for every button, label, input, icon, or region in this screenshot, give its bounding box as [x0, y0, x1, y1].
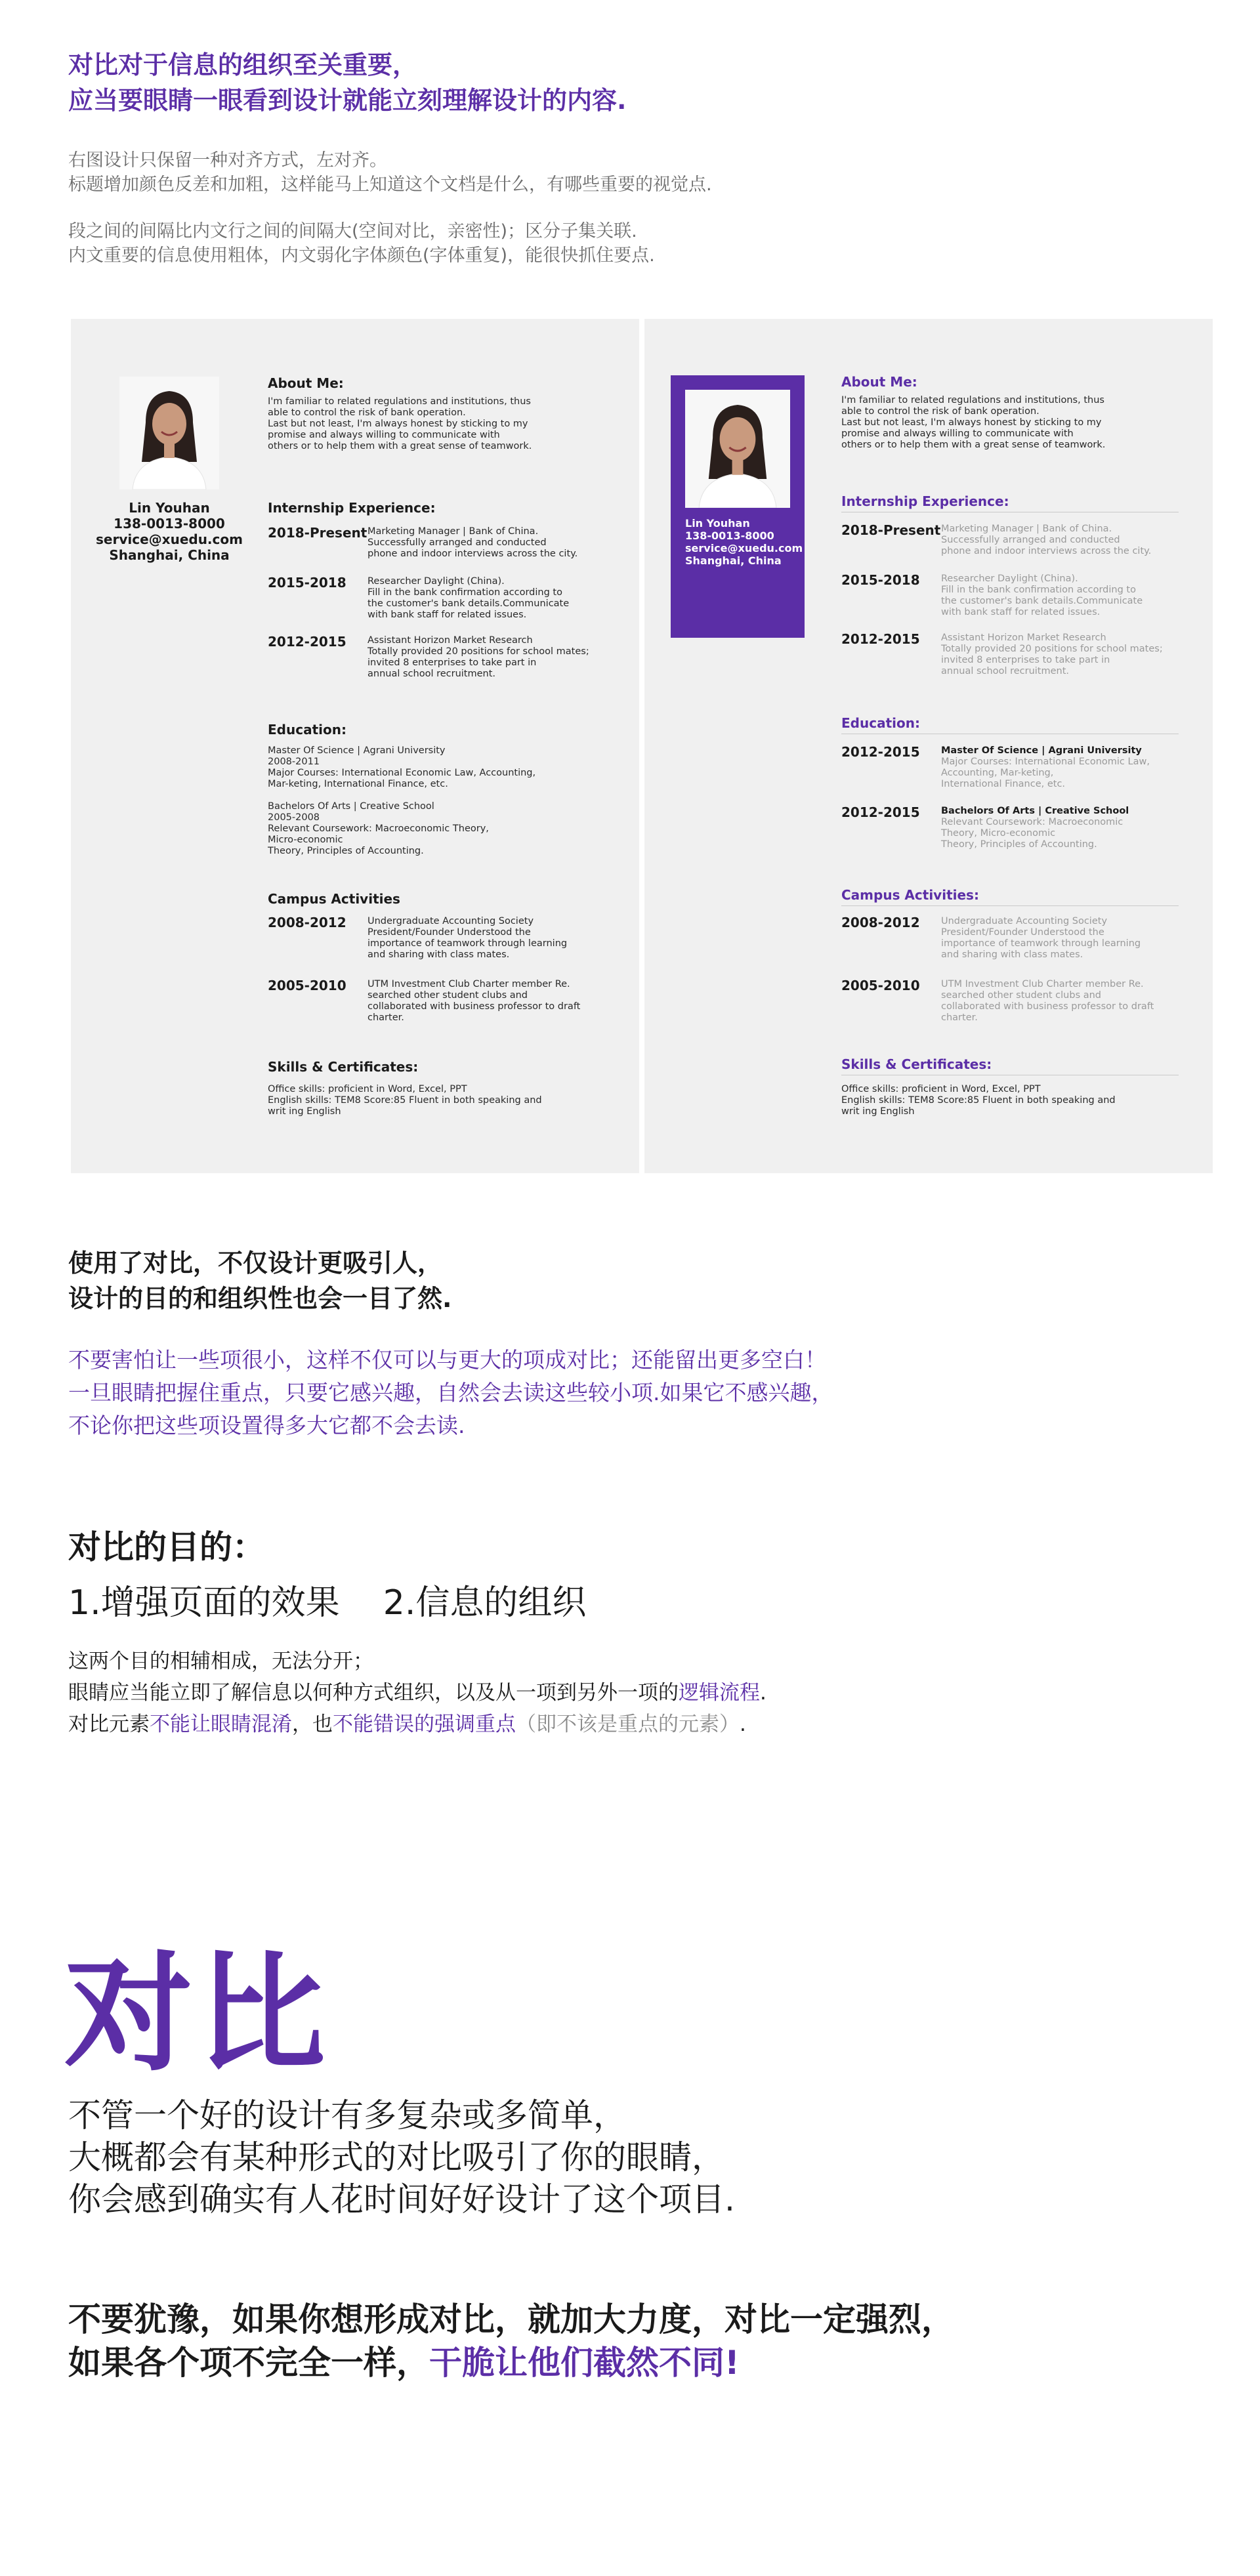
- text-line: promise and always willing to communicate with: [268, 430, 500, 440]
- text-line: 2008-2011: [268, 757, 320, 767]
- text-line: able to control the risk of bank operation.: [841, 406, 1040, 417]
- text-line: [68, 2341, 954, 2384]
- text-span: .: [740, 1713, 746, 1736]
- text-line: Theory, Principles of Accounting.: [268, 846, 424, 856]
- text-span: 对比元素: [68, 1713, 150, 1736]
- portrait-icon: [685, 390, 790, 508]
- entry-text: [368, 576, 569, 621]
- contact-email: service@xuedu.com: [96, 531, 243, 547]
- text-line: Accounting, Mar-keting,: [941, 768, 1054, 778]
- contact-info: [84, 500, 255, 563]
- entry-date: 2012-2015: [841, 631, 920, 647]
- text-line: English skills: TEM8 Score:85 Fluent in both speaking and: [841, 1095, 1116, 1106]
- entry-date: 2008-2012: [841, 915, 920, 930]
- text-line: the customer's bank details.Communicate: [941, 596, 1143, 606]
- purpose-item: 1.增强页面的效果: [68, 1583, 340, 1623]
- text-line: Undergraduate Accounting Society: [368, 916, 534, 926]
- entry-date: 2008-2012: [268, 915, 346, 930]
- text-line: others or to help them with a great sense of teamwork.: [268, 441, 532, 451]
- skills-text: [268, 1084, 542, 1117]
- section-title-internship: Internship Experience:: [268, 500, 436, 516]
- text-line: Office skills: proficient in Word, Excel, PPT: [841, 1084, 1041, 1094]
- entry-text: [941, 573, 1143, 618]
- intro-text: 段之间的间隔比内文行之间的间隔大(空间对比，亲密性)；区分子集关联.: [68, 221, 637, 241]
- profile-photo: [685, 390, 790, 508]
- emphasis-span: 不能错误的强调重点: [333, 1713, 516, 1736]
- text-line: searched other student clubs and: [368, 990, 528, 1001]
- text-line: 不要犹豫，如果你想形成对比，就加大力度，对比一定强烈，: [68, 2300, 954, 2338]
- entry-text: [941, 524, 1151, 557]
- section-title-internship: Internship Experience:: [841, 493, 1009, 509]
- text-line: searched other student clubs and: [941, 990, 1102, 1001]
- text-line: promise and always willing to communicate with: [841, 428, 1074, 439]
- entry-text: [368, 979, 580, 1024]
- text-line: I'm familiar to related regulations and institutions, thus: [841, 395, 1104, 405]
- contact-info: [685, 517, 803, 567]
- text-line: Researcher Daylight (China).: [368, 576, 505, 587]
- text-line: able to control the risk of bank operation.: [268, 407, 466, 418]
- text-line: Successfully arranged and conducted: [941, 535, 1120, 545]
- text-line: UTM Investment Club Charter member Re.: [368, 979, 570, 989]
- about-text: [841, 395, 1105, 451]
- text-line: invited 8 enterprises to take part in: [368, 657, 537, 668]
- contact-location: Shanghai, China: [109, 547, 230, 563]
- text-line: Relevant Coursework: Macroeconomic: [941, 817, 1124, 827]
- entry-date: 2005-2010: [268, 978, 346, 993]
- portrait-icon: [119, 377, 219, 489]
- text-line: Marketing Manager | Bank of China.: [368, 526, 539, 537]
- text-line: charter.: [368, 1012, 404, 1023]
- contact-name: Lin Youhan: [129, 500, 210, 516]
- entry-date: 2015-2018: [268, 575, 346, 591]
- text-line: Relevant Coursework: Macroeconomic Theory,: [268, 823, 489, 834]
- entry-date: 2018-Present: [268, 525, 368, 541]
- text-line: Micro-economic: [268, 835, 343, 845]
- text-line: Fill in the bank confirmation according to: [941, 585, 1136, 595]
- intro-heading: [68, 47, 626, 118]
- text-span: ，也: [292, 1713, 333, 1736]
- muted-span: （即不该是重点的元素）: [516, 1713, 740, 1736]
- text-line: 不要害怕让一些项很小，这样不仅可以与更大的项成对比；还能留出更多空白！: [68, 1347, 826, 1373]
- text-line: President/Founder Understood the: [368, 927, 531, 938]
- heading-line: 设计的目的和组织性也会一目了然.: [68, 1284, 452, 1313]
- contact-location: Shanghai, China: [685, 554, 782, 567]
- entry-title: Master Of Science | Agrani University: [941, 745, 1142, 756]
- text-line: Totally provided 20 positions for school mates;: [941, 644, 1163, 654]
- entry-date: 2015-2018: [841, 572, 920, 588]
- text-line: UTM Investment Club Charter member Re.: [941, 979, 1144, 989]
- entry-text: [941, 979, 1154, 1024]
- text-line: 一旦眼睛把握住重点，只要它感兴趣，自然会去读这些较小项.如果它不感兴趣，: [68, 1380, 833, 1405]
- entry-date: 2018-Present: [841, 522, 941, 538]
- purpose-title: 对比的目的：: [68, 1528, 265, 1566]
- text-line: Fill in the bank confirmation according to: [368, 587, 562, 598]
- text-line: Master Of Science | Agrani University: [268, 745, 446, 756]
- text-line: Major Courses: International Economic Law, Accounting,: [268, 768, 536, 778]
- contact-name: Lin Youhan: [685, 517, 750, 530]
- section-title-skills: Skills & Certificates:: [841, 1056, 992, 1072]
- contact-phone: 138-0013-8000: [685, 530, 774, 542]
- intro-text: 标题增加颜色反差和加粗，这样能马上知道这个文档是什么，有哪些重要的视觉点.: [68, 175, 712, 195]
- heading-line: 使用了对比，不仅设计更吸引人，: [68, 1249, 443, 1278]
- text-line: 大概都会有某种形式的对比吸引了你的眼睛，: [68, 2138, 724, 2176]
- entry-text: [368, 526, 578, 560]
- entry-date: 2012-2015: [841, 804, 920, 820]
- text-line: Undergraduate Accounting Society: [941, 916, 1108, 926]
- intro-heading-line: 应当要眼睛一眼看到设计就能立刻理解设计的内容.: [68, 86, 627, 115]
- entry-text: [941, 745, 1150, 790]
- entry-text: [941, 916, 1141, 961]
- entry-text: [941, 633, 1163, 677]
- entry-date: 2005-2010: [841, 978, 920, 993]
- text-line: Successfully arranged and conducted: [368, 537, 547, 548]
- text-line: writ ing English: [268, 1106, 341, 1117]
- text-line: Theory, Micro-economic: [941, 828, 1056, 839]
- text-line: 不管一个好的设计有多复杂或多简单，: [68, 2096, 626, 2134]
- entry-date: 2012-2015: [268, 634, 346, 650]
- text-line: Last but not least, I'm always honest by sticking to my: [841, 417, 1102, 428]
- text-line: Assistant Horizon Market Research: [941, 633, 1106, 643]
- text-line: [68, 1709, 766, 1740]
- intro-text: 右图设计只保留一种对齐方式，左对齐。: [68, 150, 387, 171]
- purpose-items: [68, 1575, 586, 1624]
- text-line: phone and indoor interviews across the city.: [368, 549, 578, 559]
- mid-heading: [68, 1245, 452, 1316]
- text-line: Assistant Horizon Market Research: [368, 635, 533, 646]
- text-line: I'm familiar to related regulations and institutions, thus: [268, 396, 531, 407]
- entry-date: 2012-2015: [841, 744, 920, 760]
- section-title-education: Education:: [841, 715, 920, 731]
- text-line: 你会感到确实有人花时间好好设计了这个项目.: [68, 2180, 735, 2218]
- text-line: invited 8 enterprises to take part in: [941, 655, 1110, 665]
- entry-text: [368, 635, 589, 680]
- text-line: and sharing with class mates.: [368, 949, 510, 960]
- text-line: Theory, Principles of Accounting.: [941, 839, 1097, 850]
- purpose-item: 2.信息的组织: [383, 1583, 587, 1623]
- text-line: Researcher Daylight (China).: [941, 573, 1078, 584]
- text-line: collaborated with business professor to draft: [941, 1001, 1154, 1012]
- section-title-campus: Campus Activities: [268, 891, 400, 907]
- text-line: Mar-keting, International Finance, etc.: [268, 779, 448, 789]
- entry-text: [368, 916, 567, 961]
- text-line: Office skills: proficient in Word, Excel, PPT: [268, 1084, 467, 1094]
- text-line: with bank staff for related issues.: [941, 607, 1101, 617]
- contrast-body: [68, 2094, 735, 2220]
- text-line: Last but not least, I'm always honest by sticking to my: [268, 419, 528, 429]
- final-statement: [68, 2298, 954, 2384]
- emphasis-span: 干脆让他们截然不同!: [429, 2344, 740, 2382]
- text-line: the customer's bank details.Communicate: [368, 598, 570, 609]
- text-line: International Finance, etc.: [941, 779, 1066, 789]
- text-line: English skills: TEM8 Score:85 Fluent in both speaking and: [268, 1095, 542, 1106]
- text-line: and sharing with class mates.: [941, 949, 1083, 960]
- intro-body: [68, 148, 712, 268]
- big-title: 对比: [64, 1940, 330, 2089]
- text-line: Marketing Manager | Bank of China.: [941, 524, 1112, 534]
- purpose-body: [68, 1646, 766, 1740]
- text-line: importance of teamwork through learning: [941, 938, 1141, 949]
- text-line: 这两个目的相辅相成，无法分开；: [68, 1650, 373, 1673]
- resume-before-panel: [71, 319, 639, 1173]
- text-line: Totally provided 20 positions for school mates;: [368, 646, 589, 657]
- emphasis-span: 不能让眼睛混淆: [150, 1713, 292, 1736]
- text-line: President/Founder Understood the: [941, 927, 1104, 938]
- text-line: annual school recruitment.: [368, 669, 496, 679]
- text-span: 如果各个项不完全一样，: [68, 2344, 429, 2382]
- section-title-campus: Campus Activities:: [841, 887, 979, 903]
- text-span: .: [760, 1681, 766, 1705]
- contact-phone: 138-0013-8000: [114, 516, 225, 531]
- text-line: writ ing English: [841, 1106, 915, 1117]
- text-line: others or to help them with a great sense of teamwork.: [841, 440, 1106, 450]
- skills-text: [841, 1084, 1116, 1117]
- entry-title: Bachelors Of Arts | Creative School: [941, 806, 1129, 816]
- section-divider: [841, 905, 1179, 906]
- section-title-skills: Skills & Certificates:: [268, 1059, 419, 1075]
- text-line: collaborated with business professor to draft: [368, 1001, 581, 1012]
- entry-text: [941, 806, 1129, 850]
- resume-after-panel: [644, 319, 1213, 1173]
- text-line: phone and indoor interviews across the city.: [941, 546, 1152, 556]
- text-line: importance of teamwork through learning: [368, 938, 568, 949]
- text-line: 不论你把这些项设置得多大它都不会去读.: [68, 1413, 465, 1438]
- contact-email: service@xuedu.com: [685, 542, 803, 554]
- text-line: Bachelors Of Arts | Creative School: [268, 801, 434, 812]
- emphasis-span: 逻辑流程: [679, 1681, 760, 1705]
- intro-heading-line: 对比对于信息的组织至关重要，: [68, 51, 418, 79]
- text-line: 2005-2008: [268, 812, 320, 823]
- section-title-about: About Me:: [268, 375, 344, 391]
- text-line: [68, 1677, 766, 1709]
- mid-highlight-text: [68, 1344, 833, 1442]
- section-title-about: About Me:: [841, 374, 917, 390]
- text-line: annual school recruitment.: [941, 666, 1070, 676]
- text-line: charter.: [941, 1012, 978, 1023]
- profile-photo: [119, 377, 219, 489]
- text-span: 眼睛应当能立即了解信息以何种方式组织，以及从一项到另外一项的: [68, 1681, 679, 1705]
- intro-text: 内文重要的信息使用粗体，内文弱化字体颜色(字体重复)，能很快抓住要点.: [68, 245, 655, 266]
- education-text: [268, 745, 536, 857]
- about-text: [268, 396, 532, 452]
- text-line: with bank staff for related issues.: [368, 610, 527, 620]
- text-line: Major Courses: International Economic Law,: [941, 757, 1150, 767]
- section-title-education: Education:: [268, 722, 346, 737]
